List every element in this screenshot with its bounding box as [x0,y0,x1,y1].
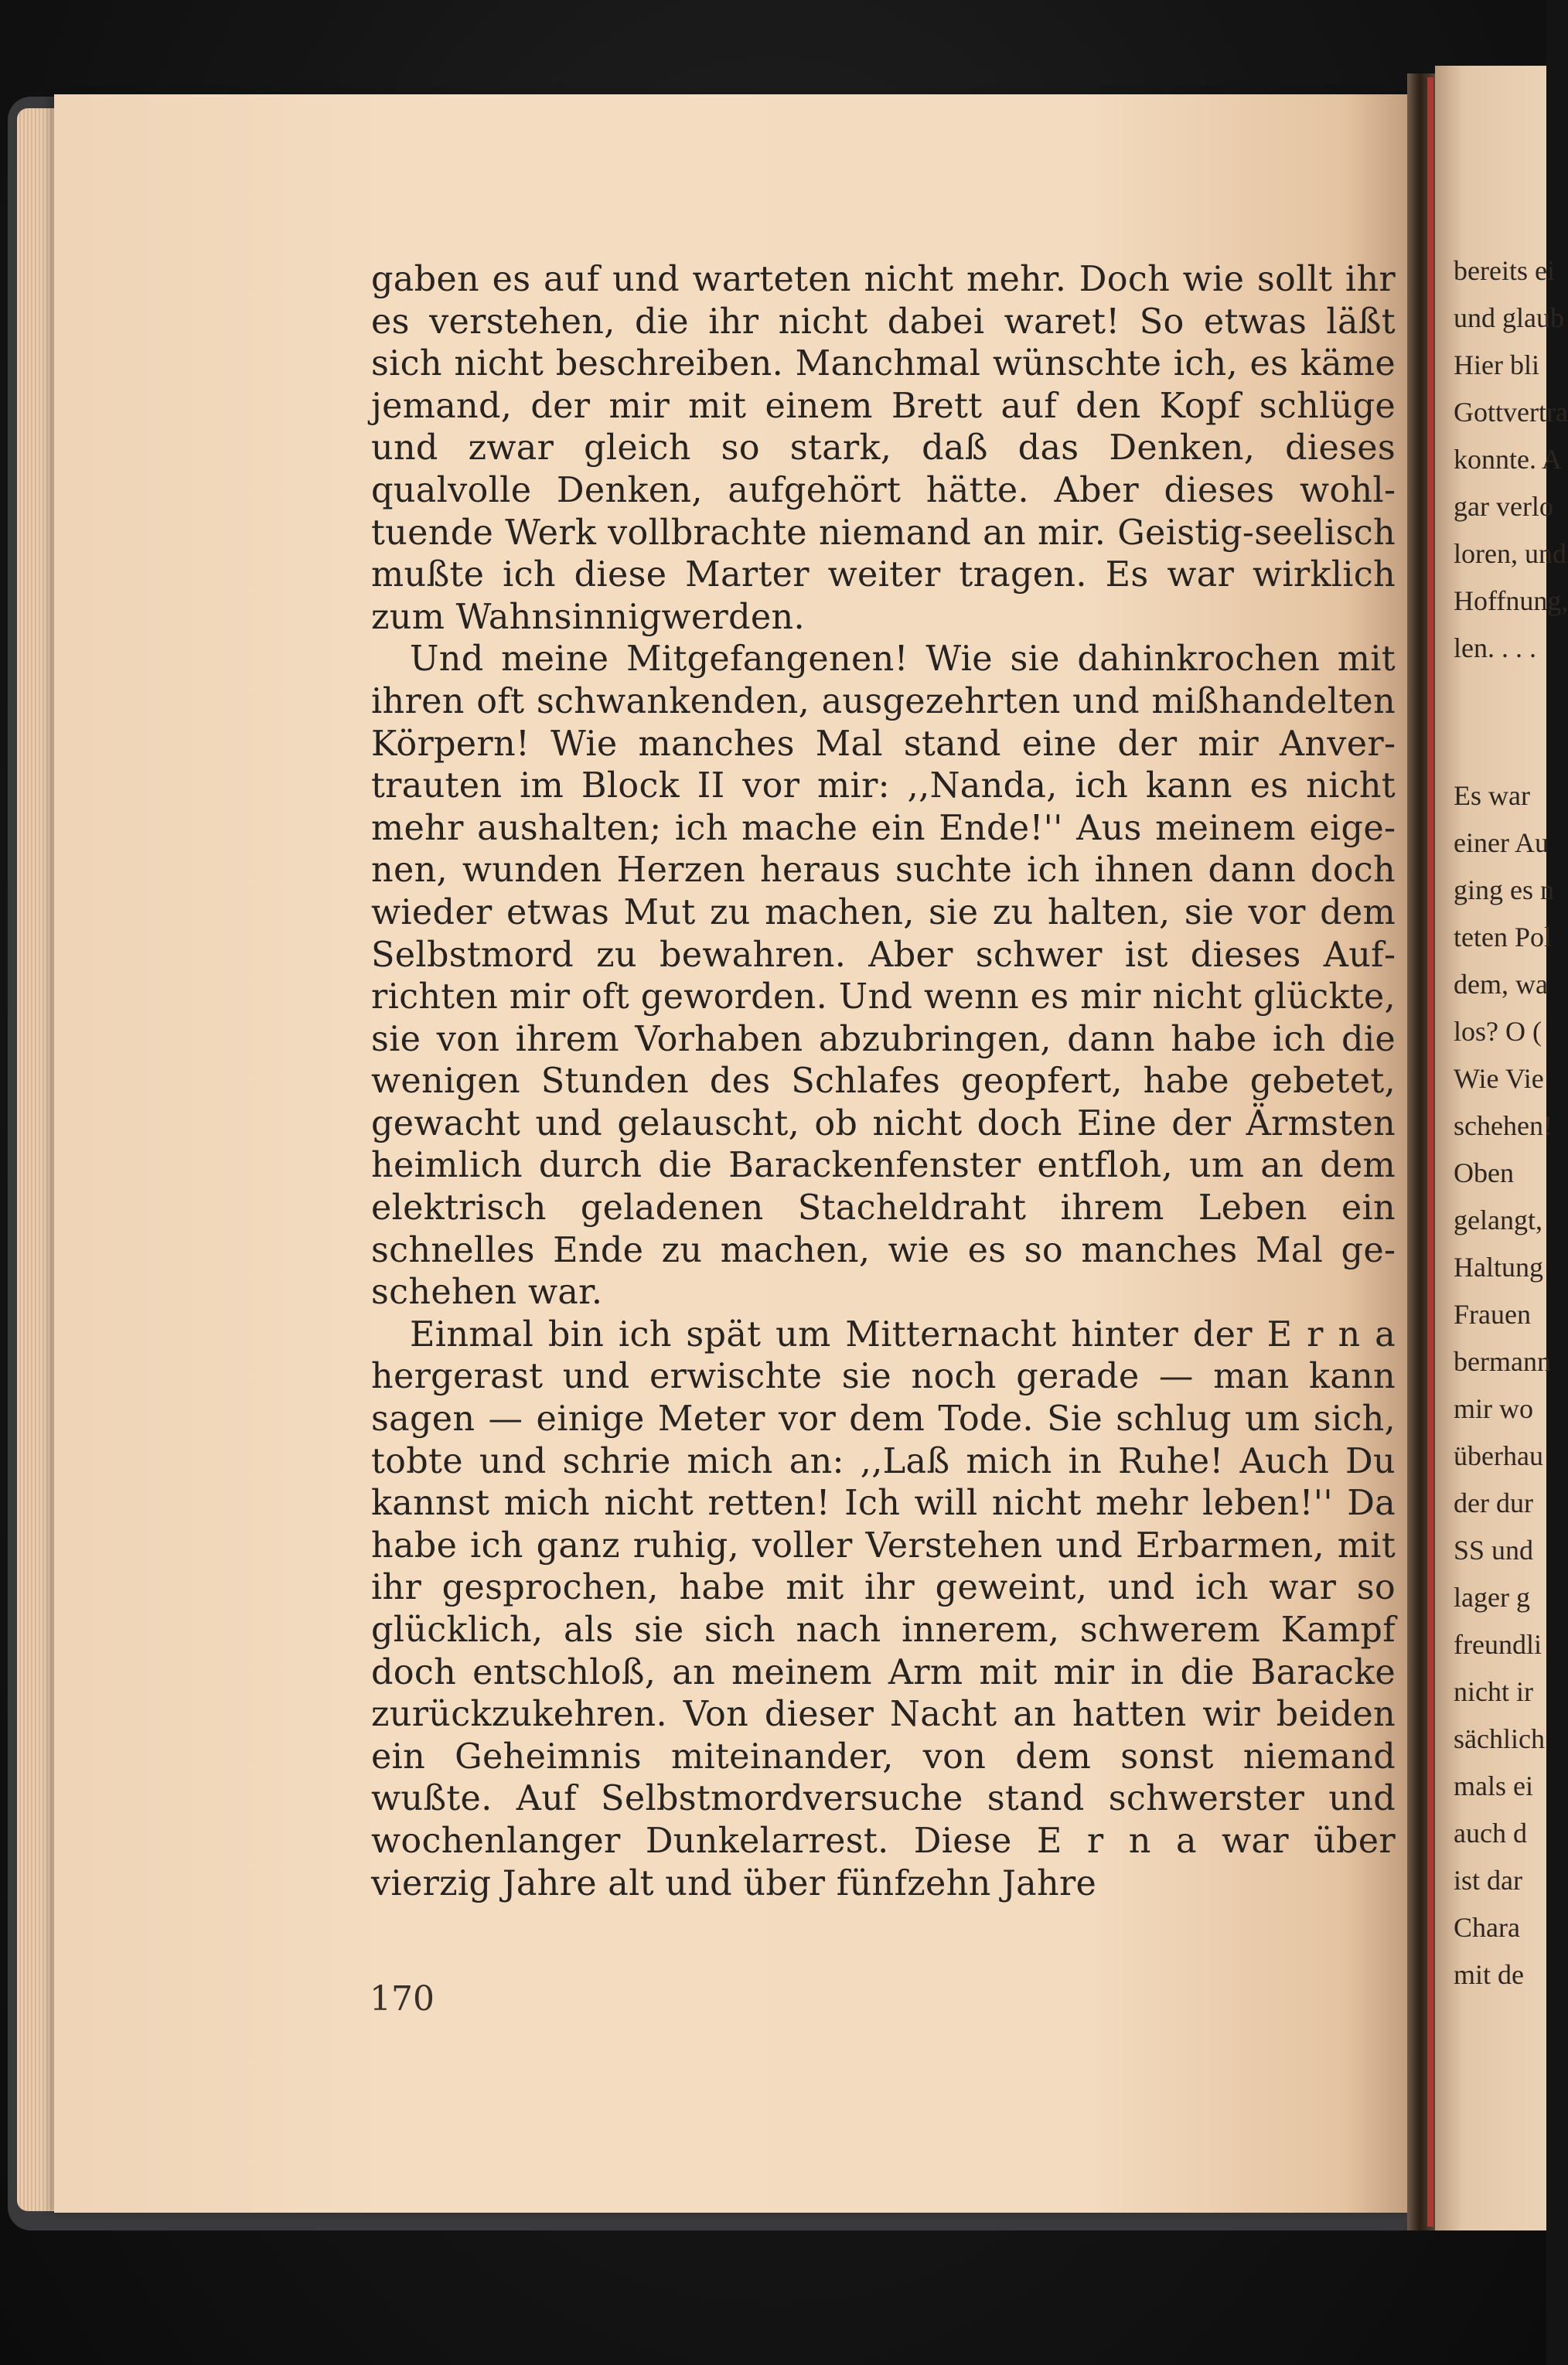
right-page-line: Frauen [1454,1299,1531,1330]
right-page-line: ging es n [1454,874,1554,905]
right-page-line: Wie Vie [1454,1063,1544,1094]
right-page-gap [1454,672,1546,772]
right-page-line: mir wo [1454,1393,1533,1424]
right-page-line: bereits ei [1454,255,1555,286]
right-page-line: gar verlo [1454,491,1553,522]
page-number: 170 [370,1979,435,2019]
right-page-line: mit de [1454,1959,1524,1990]
right-page-lines-top [1454,247,1568,672]
paragraph-2: Und meine Mitgefangenen! Wie sie dahinkrochen mit ihren oft schwankenden, ausgezehrten und mißhandelten Körpern! Wie manches Mal stand eine der mir Anvertrauten im Block II vor mir: ,,Nanda, ich kann es nicht mehr aushalten; ich mache ein Ende!'' Aus meinem eigenen, wunden Herzen heraus suchte ich ihnen dann doch wieder etwas Mut zu machen, sie zu halten, sie vor dem Selbstmord zu bewahren. Aber schwer ist dieses Aufrichten mir oft geworden. Und wenn es mir nicht glückte, sie von ihrem Vorhaben abzubringen, dann habe ich die wenigen Stunden des Schlafes geopfert, habe gebetet, gewacht und gelauscht, ob nicht doch Eine der Ärmsten heimlich durch die Barackenfenster entfloh, um an dem elektrisch geladenen Stacheldraht ihrem Leben ein schnelles Ende zu machen, wie es so manches Mal geschehen war. [371,639,1396,1313]
right-page-line: loren, und [1454,538,1566,569]
right-page-line: len. . . . [1454,632,1536,663]
right-page-line: sächlich [1454,1723,1545,1754]
right-page-text [1454,247,1568,1999]
right-page-line: lager g [1454,1582,1530,1613]
right-page-line: Hoffnung, [1454,585,1568,616]
right-page-line: freundli [1454,1629,1542,1660]
right-page-line: schehen! [1454,1110,1553,1141]
right-page-line: überhau [1454,1440,1543,1471]
right-page-line: Haltung [1454,1252,1543,1283]
right-page-line: einer Au [1454,827,1549,858]
right-page-line: SS und [1454,1535,1534,1566]
paragraph-1: gaben es auf und warteten nicht mehr. Doch wie sollt ihr es verstehen, die ihr nicht dabei waret! So etwas läßt sich nicht beschreiben. Manchmal wünschte ich, es käme jemand, der mir mit einem Brett auf den Kopf schlüge und zwar gleich so stark, daß das Denken, dieses qualvolle Denken, aufgehört hätte. Aber dieses wohltuende Werk vollbrachte niemand an mir. Geistig-seelisch mußte ich diese Marter weiter tragen. Es war wirklich zum Wahnsinnigwerden. [371,260,1396,637]
right-page-line: mals ei [1454,1770,1533,1801]
right-page-line: auch d [1454,1818,1527,1849]
page-body-text [371,259,1396,1905]
right-page-line: konnte. A [1454,444,1562,475]
right-page-line: nicht ir [1454,1676,1533,1707]
red-page-edge [1427,77,1433,2227]
right-page-line: gelangt, [1454,1205,1542,1235]
right-page-line: los? O ( [1454,1016,1542,1047]
right-page-line: bermann [1454,1346,1551,1377]
right-page-line: Hier bli [1454,349,1539,380]
right-page-line: Chara [1454,1912,1520,1943]
right-page-lines-bottom [1454,772,1554,1999]
right-page-line: und glaub [1454,302,1564,333]
right-page-line: Es war [1454,780,1530,811]
paragraph-3: Einmal bin ich spät um Mitternacht hinter der E r n a hergerast und erwischte sie noch gerade — man kann sagen — einige Meter vor dem Tode. Sie schlug um sich, tobte und schrie mich an: ,,Laß mich in Ruhe! Auch Du kannst mich nicht retten! Ich will nicht mehr leben!'' Da habe ich ganz ruhig, voller Verstehen und Erbarmen, mit ihr gesprochen, habe mit ihr geweint, und ich war so glücklich, als sie sich nach innerem, schwerem Kampf doch entschloß, an meinem Arm mit mir in die Baracke zurückzukehren. Von dieser Nacht an hatten wir beiden ein Geheimnis miteinander, von dem sonst niemand wußte. Auf Selbstmordversuche stand schwerster und wochenlanger Dunkelarrest. Diese E r n a war über vierzig Jahre alt und über fünfzehn Jahre [371,1314,1396,1903]
right-page-line: der dur [1454,1487,1533,1518]
right-page-line: teten Pol [1454,922,1552,952]
right-page-line: Oben [1454,1157,1514,1188]
right-page-line: ist dar [1454,1865,1522,1896]
right-page-line: Gottvertra [1454,397,1568,428]
right-page-line: dem, wa [1454,969,1548,1000]
